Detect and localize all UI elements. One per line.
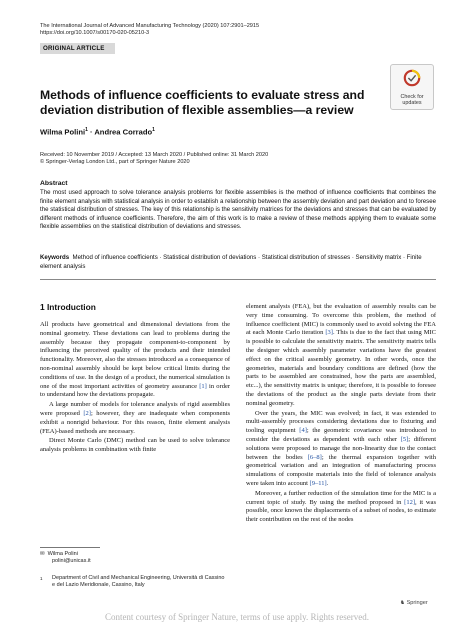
paragraph: Direct Monte Carlo (DMC) method can be used to solve tolerance analysis problems in combination with finite (40, 437, 230, 454)
citation-link[interactable]: [2] (83, 409, 91, 417)
publisher-logo: ♞ Springer (400, 600, 428, 606)
paragraph: All products have geometrical and dimensional deviations from the nominal geometry. These deviations can lead to problems during the assembly because they propagate component-to-component by influencing the perceived quality of the products and their intended functionality. Moreover, also the stresses introduced as a consequence of non-nominal assembly should be kept below critical limits during the conditions of use. In the design of a product, the numerical simulation is one of the most important activities of geometry assurance [1] in order to understand how the deviations propagate. (40, 321, 230, 399)
author-1-affiliation-mark: 1 (85, 127, 88, 133)
affiliation-text: Department of Civil and Mechanical Engineering, Università di Cassino e del Lazio Meridionale, Cassino, Italy (52, 575, 225, 588)
paragraph: Moreover, a further reduction of the simulation time for the MIC is a current topic of study. By using the method proposed in [12], it was possible, once known the displacements of a subset of nodes, to estimate their contribution on the rest of the nodes (246, 489, 436, 524)
contact-name: Wilma Polini (47, 551, 78, 557)
author-1[interactable]: Wilma Polini (40, 127, 86, 137)
citation-link[interactable]: [1] (199, 382, 207, 390)
left-column (40, 321, 230, 455)
courtesy-watermark: Content courtesy of Springer Nature, terms of use apply. Rights reserved. (104, 612, 370, 622)
author-2-affiliation-mark: 1 (152, 127, 155, 133)
article-type-badge: ORIGINAL ARTICLE (40, 43, 115, 54)
keywords-label: Keywords (40, 254, 70, 261)
paragraph: element analysis (FEA), but the evaluation of assembly results can be very time consuming. To overcome this problem, the method of influence coefficient (MIC) is commonly used to avoid solving the FEA at each Monte Carlo iteration [3]. This is due to the fact that using MIC is possible to calculate the sensitivity matrix. The sensitivity matrix tells the designer which assembly parameter variations have the greatest effect on the critical assembly geometry. In other words, once the geometries, materials and boundary conditions are defined (how the parts to be assembled are constrained, how the parts are assembled, etc...), the sensitivity matrix is unique; therefore, it is possible to foresee the deviations of the product as the single parts deviate from their nominal geometry. (246, 303, 436, 407)
citation-link[interactable]: [12] (404, 498, 416, 506)
journal-header (40, 23, 259, 37)
publication-dates (40, 152, 268, 167)
history-dates: Received: 10 November 2019 / Accepted: 13 March 2020 / Published online: 31 March 2020 (40, 152, 269, 158)
copyright-line: © Springer-Verlag London Ltd., part of Springer Nature 2020 (40, 159, 190, 166)
citation-link[interactable]: [4] (299, 427, 307, 435)
envelope-icon: ✉ (40, 551, 45, 557)
abstract-text: The most used approach to solve tolerance analysis problems for flexible assemblies is the method of influence coefficients that combines the finite element analysis with statistical analysis in order to establish a relationship between the assembly deviation and part deviation and to foresee the statistical distribution of stresses. The key of this relationship is the sensitivity matrices for the deviations and stresses that can be evaluated by different methods of influence coefficients. Therefore, the aim of this work is to make a review of these methods applying them to evaluate some flexible assemblies on the statistical distribution of deviations and stresses. (40, 189, 436, 231)
abstract-heading: Abstract (40, 180, 68, 187)
corresponding-author (40, 551, 230, 565)
citation-link[interactable]: [6–8] (307, 453, 322, 461)
keywords (40, 254, 436, 271)
article-title: Methods of influence coefficients to evaluate stress and deviation distribution of flexible assemblies—a review (40, 88, 365, 117)
springer-horse-icon: ♞ (400, 600, 407, 606)
journal-citation: The International Journal of Advanced Manufacturing Technology (2020) 107:2901–2915 (40, 23, 260, 29)
doi-link[interactable]: https://doi.org/10.1007/s00170-020-05210-3 (40, 30, 150, 37)
check-for-updates-button[interactable] (390, 64, 434, 110)
keywords-text: Method of influence coefficients · Statistical distribution of deviations · Statistical distribution of stresses · Sensitivity matrix · Finite element analysis (40, 254, 422, 270)
contact-email[interactable]: polini@unicas.it (52, 558, 91, 564)
citation-link[interactable]: [5] (400, 435, 409, 443)
paragraph: A large number of models for tolerance analysis of rigid assemblies were proposed [2]; however, they are inadequate when components exhibit a nonrigid behaviour. For this reason, finite element analysis (FEA)-based methods are necessary. (40, 401, 230, 435)
check-updates-label-1: Check for (400, 94, 424, 100)
author-list (40, 127, 155, 137)
affiliation-number: 1 (40, 576, 43, 581)
author-2[interactable]: · Andrea Corrado (87, 127, 153, 137)
section-heading: 1 Introduction (40, 302, 96, 312)
right-column (246, 303, 436, 525)
citation-link[interactable]: [3] (325, 329, 333, 337)
section-divider (40, 279, 436, 280)
footnote-divider (40, 547, 100, 548)
check-updates-icon (403, 69, 421, 87)
paragraph: Over the years, the MIC was evolved; in fact, it was extended to multi-assembly processes considering deviations due to fixturing and tooling equipment [4]; the geometric covariance was introduced to consider the deviations as dependent with each other [5]; different solutions were proposed to manage the non-linearity due to the contact between the bodies [6–8]; the thermal expansion together with geometrical variation and an integration of manufacturing process simulations of composite materials into the field of tolerance analysis were taken into account [9–11]. (246, 409, 436, 487)
citation-link[interactable]: [9–11] (309, 479, 327, 487)
affiliation (40, 575, 230, 589)
check-updates-label-2: updates (402, 100, 422, 106)
